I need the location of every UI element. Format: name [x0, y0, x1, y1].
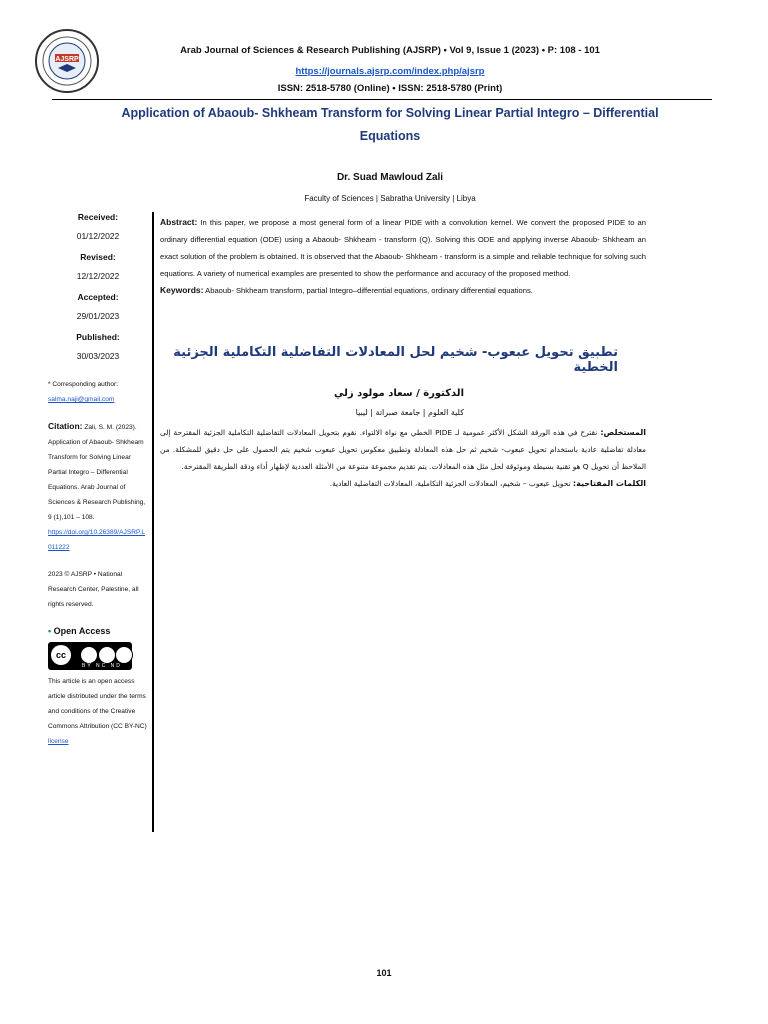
- author-affiliation: Faculty of Sciences | Sabratha University | Libya: [304, 194, 476, 203]
- author-name: Dr. Suad Mawloud Zali: [336, 172, 444, 183]
- ajsrp-logo: [34, 28, 100, 94]
- by-icon: [80, 646, 98, 664]
- nd-icon: [115, 646, 133, 664]
- copyright-notice: 2023 © AJSRP • National Research Center, Palestine, all rights reserved.: [48, 571, 139, 608]
- page-number: 101: [376, 968, 392, 978]
- received-date: 01/12/2022: [76, 231, 120, 241]
- arabic-abstract-label: المستخلص:: [600, 428, 646, 437]
- citation-label: Citation:: [48, 421, 83, 431]
- corresponding-email-link[interactable]: salma.naji@gmail.com: [48, 396, 115, 403]
- citation-text: Zali, S. M. (2023). Application of Abaoub- Shkheam Transform for Solving Linear Partial Integro – Differential Equations. Arab Journal of Sciences & Research Publishing, 9 (1),101 – 108.: [48, 424, 146, 521]
- english-abstract: [160, 214, 646, 299]
- cc-icon: cc: [51, 645, 71, 665]
- journal-line: Arab Journal of Sciences & Research Publishing (AJSRP) • Vol 9, Issue 1 (2023) • P: 108 - 101: [180, 45, 600, 56]
- published-label: Published:: [76, 332, 120, 342]
- license-link[interactable]: license: [48, 738, 69, 745]
- article-info-sidebar: [48, 212, 148, 749]
- citation-doi-link[interactable]: https://doi.org/10.26389/AJSRP.L011222: [48, 529, 146, 551]
- open-access-dot-icon: •: [48, 626, 52, 636]
- license-text: This article is an open access article distributed under the terms and conditions of the Creative Commons Attribution (CC BY-NC): [48, 678, 147, 730]
- abstract-text: In this paper, we propose a most general form of a linear PIDE with a convolution kernel. We convert the proposed PIDE to an ordinary differential equation (ODE) using a Abaoub- Shkheam - transform (Q). Solving this ODE and applying inverse Abaoub- Shkheam an exact solution of the problem is obtained. It is observed that the Abaoub- Shkheam - transform is a simple and reliable technique for solving such equations. A variety of numerical examples are presented to show the performance and accuracy of the proposed method.: [160, 218, 646, 278]
- logo-text: AJSRP: [55, 56, 79, 63]
- revised-date: 12/12/2022: [76, 271, 120, 281]
- paper-title: Application of Abaoub- Shkheam Transform for Solving Linear Partial Integro – Differential Equations: [121, 106, 659, 143]
- accepted-label: Accepted:: [77, 292, 119, 302]
- open-access-label: Open Access: [53, 626, 111, 636]
- cc-badge-text: BY NC ND: [82, 663, 122, 669]
- received-label: Received:: [77, 212, 119, 222]
- arabic-title: تطبيق تحويل عبعوب- شخيم لحل المعادلات التفاضلية التكاملية الجزئية الخطية: [173, 345, 618, 375]
- arabic-keywords-label: الكلمات المفتاحية:: [572, 479, 646, 488]
- published-date: 30/03/2023: [76, 351, 120, 361]
- nc-icon: [98, 646, 116, 664]
- revised-label: Revised:: [80, 252, 116, 262]
- corresponding-label: * Corresponding author:: [48, 381, 119, 388]
- sidebar-divider: [152, 212, 154, 832]
- arabic-abstract: [160, 424, 646, 492]
- arabic-abstract-text: نقترح في هذه الورقة الشكل الأكثر عمومية لـ PIDE الخطي مع نواة الالتواء. نقوم بتحويل المعادلات التفاضلية التكاملية الجزئية المقترحة إلى معادلة تفاضلية عادية باستخدام تحويل عبعوب- شخيم ثم حل هذه المعادلة وتطبيق معكوس تحويل عبعوب شخيم يتم الحصول على حل دقيق للمشكلة. من الملاحظ أن تحويل Q هو تقنية بسيطة وموثوقة لحل مثل هذه المعادلات. يتم تقديم مجموعة متنوعة من الأمثلة العددية لإظهار أداء ودقة الطريقة المقترحة.: [160, 428, 646, 471]
- cc-by-nc-nd-badge-icon: [48, 642, 132, 670]
- keywords-text: Abaoub- Shkheam transform, partial Integro–differential equations, ordinary differential equations.: [205, 286, 533, 295]
- abstract-label: Abstract:: [160, 217, 198, 227]
- accepted-date: 29/01/2023: [76, 311, 120, 321]
- header-rule: [52, 99, 712, 100]
- issn-line: ISSN: 2518-5780 (Online) • ISSN: 2518-5780 (Print): [277, 83, 503, 94]
- arabic-author: الدكتورة / سعاد مولود زلي: [334, 388, 464, 399]
- journal-url-link[interactable]: https://journals.ajsrp.com/index.php/ajsrp: [295, 66, 485, 77]
- keywords-label: Keywords:: [160, 285, 204, 295]
- arabic-keywords-text: تحويل عبعوب – شخيم، المعادلات الجزئية التكاملية، المعادلات التفاضلية العادية.: [329, 479, 571, 488]
- arabic-affiliation: كلية العلوم | جامعة صبراتة | ليبيا: [355, 408, 464, 417]
